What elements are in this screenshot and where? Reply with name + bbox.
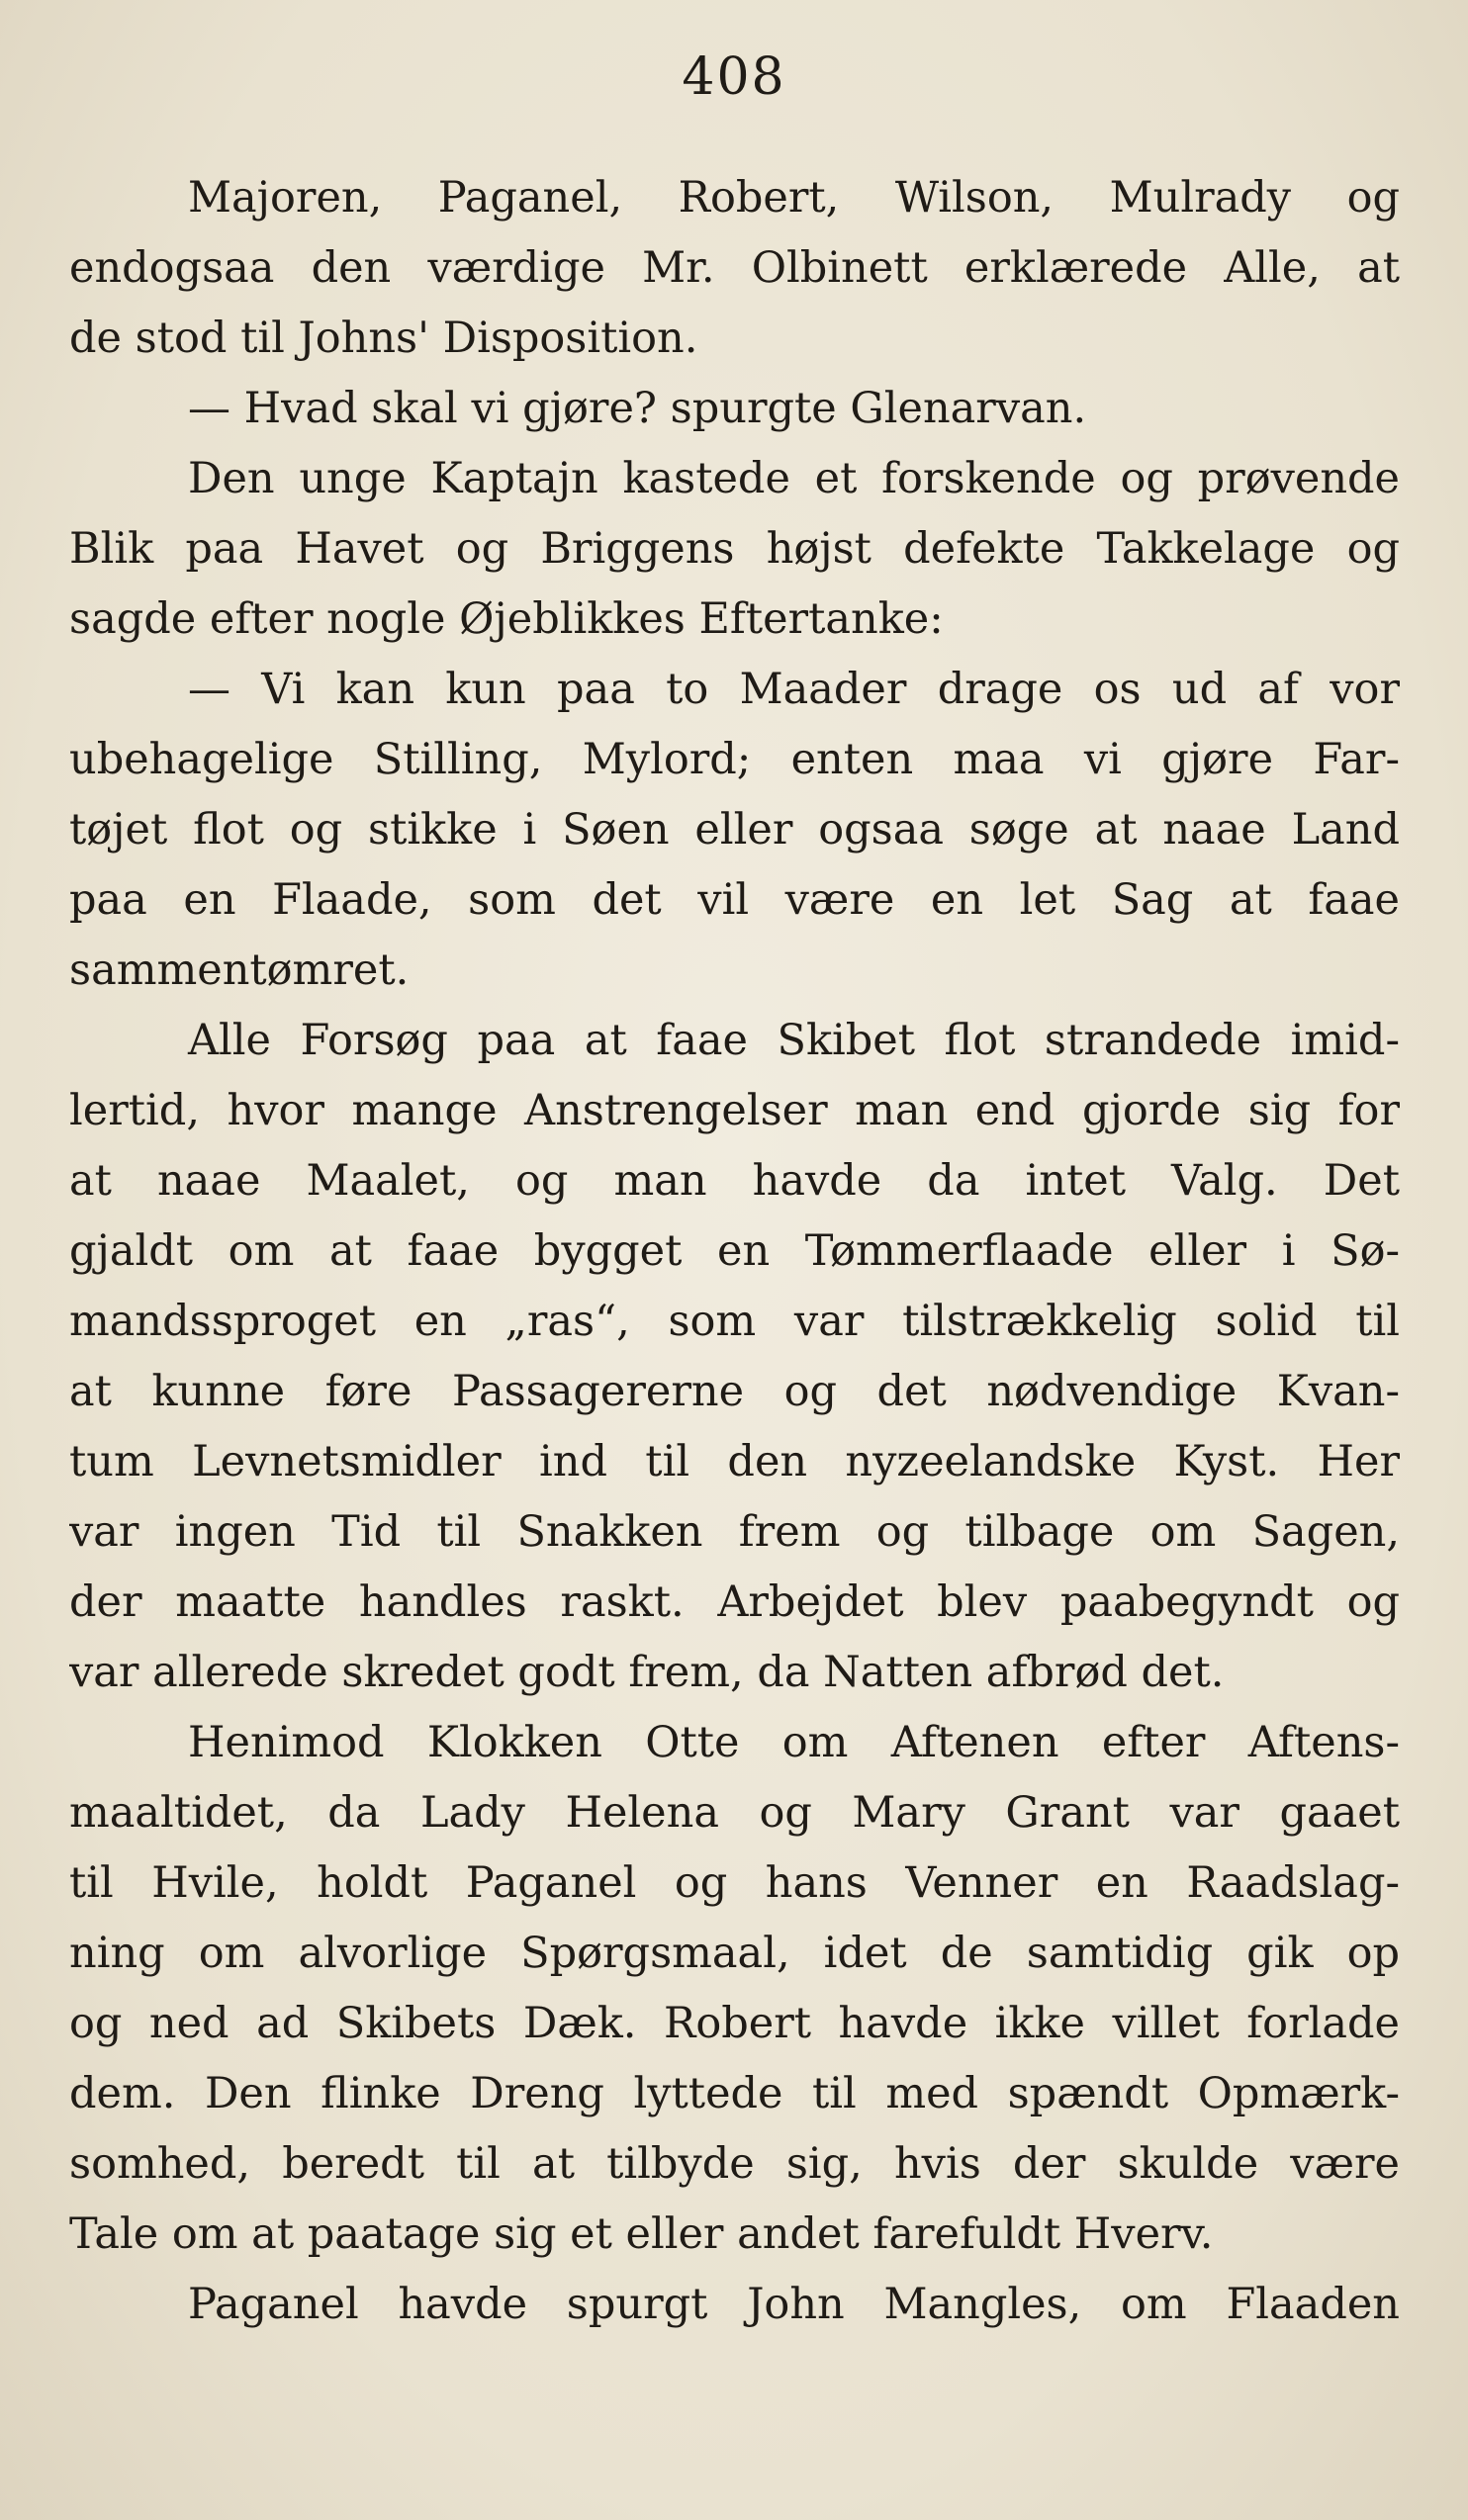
text-line: ubehagelige Stilling, Mylord; enten maa vi gjøre Far- (69, 735, 1400, 784)
text-line: dem. Den flinke Dreng lyttede til med spændt Opmærk- (69, 2069, 1400, 2118)
text-line: at kunne føre Passagererne og det nødvendige Kvan- (69, 1367, 1400, 1416)
text-line: tøjet flot og stikke i Søen eller ogsaa søge at naae Land (69, 805, 1400, 855)
text-line: sagde efter nogle Øjeblikkes Eftertanke: (69, 594, 944, 644)
text-line: lertid, hvor mange Anstrengelser man end gjorde sig for (69, 1086, 1400, 1135)
text-line: at naae Maalet, og man havde da intet Valg. Det (69, 1156, 1400, 1206)
text-line: mandssproget en „ras“, som var tilstrækkelig solid til (69, 1297, 1400, 1346)
text-line: Majoren, Paganel, Robert, Wilson, Mulrady og (188, 173, 1400, 223)
text-line: Alle Forsøg paa at faae Skibet flot strandede imid- (188, 1016, 1400, 1065)
body-text (69, 163, 1400, 2340)
text-line: endogsaa den værdige Mr. Olbinett erklærede Alle, at (69, 243, 1400, 293)
text-line: Henimod Klokken Otte om Aftenen efter Aftens- (188, 1718, 1400, 1767)
text-line: Paganel havde spurgt John Mangles, om Flaaden (188, 2280, 1400, 2329)
text-line: til Hvile, holdt Paganel og hans Venner en Raadslag- (69, 1858, 1400, 1908)
text-line: der maatte handles raskt. Arbejdet blev paabegyndt og (69, 1577, 1400, 1627)
text-line: somhed, beredt til at tilbyde sig, hvis der skulde være (69, 2139, 1400, 2189)
text-line: de stod til Johns' Disposition. (69, 314, 698, 363)
text-line: var allerede skredet godt frem, da Natten afbrød det. (69, 1648, 1225, 1697)
text-line: ning om alvorlige Spørgsmaal, idet de samtidig gik op (69, 1929, 1400, 1978)
text-line: paa en Flaade, som det vil være en let Sag at faae (69, 875, 1400, 925)
text-line: Den unge Kaptajn kastede et forskende og prøvende (188, 454, 1400, 503)
text-line: var ingen Tid til Snakken frem og tilbage om Sagen, (69, 1507, 1400, 1557)
text-line: tum Levnetsmidler ind til den nyzeelandske Kyst. Her (69, 1437, 1400, 1486)
text-line: gjaldt om at faae bygget en Tømmerflaade eller i Sø- (69, 1226, 1400, 1276)
text-line: — Hvad skal vi gjøre? spurgte Glenarvan. (188, 384, 1087, 433)
page-number: 408 (682, 47, 786, 107)
text-line: sammentømret. (69, 945, 410, 995)
text-line: maaltidet, da Lady Helena og Mary Grant var gaaet (69, 1788, 1400, 1838)
text-line: og ned ad Skibets Dæk. Robert havde ikke villet forlade (69, 1999, 1400, 2048)
text-line: — Vi kan kun paa to Maader drage os ud af vor (188, 665, 1400, 714)
text-line: Blik paa Havet og Briggens højst defekte Takkelage og (69, 524, 1400, 574)
text-line: Tale om at paatage sig et eller andet farefuldt Hverv. (69, 2209, 1214, 2259)
